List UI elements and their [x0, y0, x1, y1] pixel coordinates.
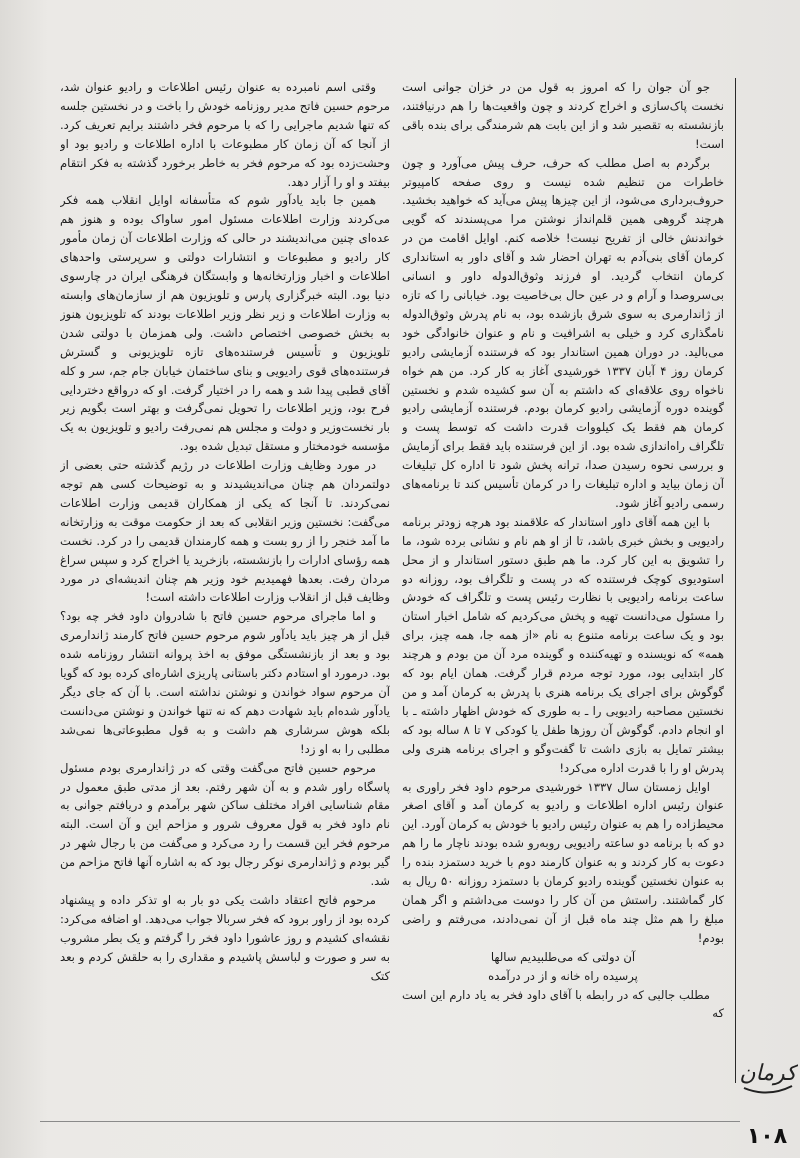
poem-line: آن دولتی که می‌طلبیدیم سالها — [490, 949, 636, 964]
paragraph: با این همه آقای داور استاندار که علاقمند بود هرچه زودتر برنامه رادیویی و بخش خبری باشد، تا از او هم نام و نشانی برده شود، ما را تشویق به این کار کرد. ما هم طبق دستور استاندار و از محل استودیوی کوچک فرستنده که در پست و تلگراف بود، روزانه دو ساعت برنامه رادیویی با نظارت رئیس پست و تلگراف که خودش را مسئول می‌دانست تهیه و پخش می‌کردیم که شامل اخبار استان بود و یک ساعت برنامه متنوع به نام «از همه جا، همه چیز، برای همه» که نویسنده و تهیه‌کننده و گوینده مرد آن من بودم و هرچند کار ابتدایی بود، مورد توجه مردم قرار گرفت. همان ایام بود که گوگوش برای اجرای یک برنامه هنری با پدرش به کرمان آمد و من نخستین مصاحبه رادیویی را ـ به طوری که خودش اظهار داشته ـ با او انجام دادم. گوگوش آن روزها طفل یا کودکی ۷ تا ۸ ساله بود که بیشتر تمایل به بازی داشت تا گفت‌وگو و اجرای برنامه هنری ولی پدرش او را با قدرت اداره می‌کرد! — [402, 514, 724, 775]
paragraph: برگردم به اصل مطلب که حرف، حرف پیش می‌آورد و چون خاطرات من تنظیم شده نیست و روی صفحه کامپیوتر حروف‌برداری می‌شود، از این چیزها پیش می‌آید که خواهید بخشید. هرچند گروهی همین قلم‌انداز نوشتن مرا می‌پسندند که گویی خواندنش خالی از تفریح نیست! خلاصه کنم. اوایل اقامت من در کرمان آقای بنی‌آدم به تهران احضار شد و آقای داور به استانداری کرمان انتخاب گردید. او فرزند وثوق‌الدوله داور و انسانی بی‌سروصدا و آرام و در عین حال بی‌خاصیت بود. خیابانی را که تازه از ژاندارمری به سوی شرق بازشده بود، به نام پدرش وثوق‌الدوله نامگذاری کرد و خیلی به اشرافیت و نام و عنوان خانوادگی خود می‌بالید. در دوران همین استاندار بود که فرستنده آزمایشی رادیو کرمان روز ۴ آبان ۱۳۳۷ خورشیدی آغاز به کار کرد. من هم خواه ناخواه روی علاقه‌ای که داشتم به آن سو کشیده شدم و نخستین گوینده دوره آزمایشی رادیو کرمان بودم. فرستنده آزمایشی رادیو کرمان هم فقط یک کیلووات قدرت داشت که توسط پست و تلگراف راه‌اندازی شده بود. از این فرستنده باید فقط برای آزمایش و بررسی نحوه رسیدن صدا، ترانه پخش شود تا اداره کل تبلیغات آن زمان بیاید و اداره تبلیغات را در کرمان تأسیس کند تا برنامه‌های رسمی رادیو آغاز شود. — [402, 155, 724, 510]
paragraph: مرحوم حسین فاتح می‌گفت وقتی که در ژاندارمری بودم مسئول پاسگاه راور شدم و به آن شهر رفتم. بعد از مدتی طبق معمول در مقام شناسایی افراد مختلف ساکن شهر برآمدم و دریافتم جوانی به نام داود فخر به قول معروف شرور و مزاحم این و آن است. البته مرحوم فخر این قسمت را رد می‌کرد و می‌گفت من با رجال شهر در گیر بودم و ژاندارمری نوکر رجال بود که به اشاره آنها فاتح مزاحم من شد. — [60, 760, 390, 889]
paragraph: مطلب جالبی که در رابطه با آقای داود فخر به یاد دارم این است که — [402, 987, 724, 1021]
footer-rule — [40, 1121, 740, 1122]
paragraph: وقتی اسم نامبرده به عنوان رئیس اطلاعات و رادیو عنوان شد، مرحوم حسین فاتح مدیر روزنامه خودش را باخت و در نخستین جلسه که تنها شدیم ماجرایی را که با مرحوم فخر داشتند برایم تعریف کرد. از آنجا که آن زمان کار مطبوعات با اداره اطلاعات و رادیو بود او وحشت‌زده بود که مرحوم فخر به خاطر برخورد گذشته به فکر انتقام بیفتد و او را آزار دهد. — [60, 80, 390, 189]
paragraph: جو آن جوان را که امروز به قول من در خزان جوانی است نخست پاک‌سازی و اخراج کردند و چون واقعیت‌ها را هم درنیافتند، بازنشسته به تقصیر شد و از این بابت هم شرمندگی برای بنده باقی است! — [402, 80, 724, 151]
paragraph: و اما ماجرای مرحوم حسین فاتح با شادروان داود فخر چه بود؟ قبل از هر چیز باید یادآور شوم مرحوم حسین فاتح کارمند ژاندارمری بود و بعد از بازنشستگی موفق به اخذ پروانه انتشار روزنامه شده بود. درمورد او استادم دکتر باستانی پاریزی اشاره‌ای کرده بود که گویا آن مرحوم سواد خواندن و نوشتن نداشته است. با آن که جای دیگر یادآور شده‌ام باید شهادت دهم که نه تنها خواندن و نوشتن می‌دانست بلکه هوش سرشاری هم داشت و به قول مطبوعاتی‌ها نمی‌شد مطلبی را به او زد! — [60, 609, 390, 756]
right-text-column — [402, 78, 724, 1138]
magazine-logo — [738, 1040, 798, 1104]
margin-rule — [735, 78, 736, 1083]
paragraph: مرحوم فاتح اعتقاد داشت یکی دو بار به او تذکر داده و پیشنهاد کرده بود از راور برود که فخر سربالا جواب می‌دهد. او اضافه می‌کرد: نقشه‌ای کشیدم و روز عاشورا داود فخر را گرفتم و یک بطر مشروب به سر و صورت و لباسش پاشیدم و مقداری را به حلقش کردم و بعد کتک — [60, 892, 390, 983]
page-number: ۱۰۸ — [746, 1124, 788, 1149]
poem-line: پرسیده راه خانه و از در درآمده — [488, 968, 638, 983]
left-text-column — [60, 78, 390, 1138]
paragraph: در مورد وظایف وزارت اطلاعات در رژیم گذشته حتی بعضی از دولتمردان هم چنان می‌اندیشیدند و به توضیحات کسی هم توجه نمی‌کردند. تا آنجا که یکی از همکاران قدیمی وزارت اطلاعات می‌گفت: نخستین وزیر انقلابی که بعد از حکومت موقت به وزارتخانه ما آمد خنجر را از رو بست و همه کارمندان قدیمی را در کرد. نخست همه رؤسای ادارات را بازنشسته، بازخرید یا اخراج کرد و سپس سراغ مردان رفت. بعدها فهمیدیم خود وزیر هم چنان اندیشه‌ای در مورد وظایف قبل از انقلاب وزارت اطلاعات داشته است! — [60, 458, 390, 605]
logo-text: کرمان — [739, 1061, 797, 1086]
paragraph: اوایل زمستان سال ۱۳۳۷ خورشیدی مرحوم داود فخر راوری به عنوان رئیس اداره اطلاعات و رادیو به کرمان آمد و آقای اصغر محیط‌زاده را هم به عنوان رئیس رادیو با خودش به کرمان آورد. این دو که با برنامه دو ساعته رادیویی روبه‌رو شده بودند ناچار ما را هم دعوت به کار کردند و به عنوان کارمند دوم با خرید دستمزد بنده را به عنوان نخستین گوینده رادیو کرمان با دستمزد روزانه ۵۰ ریال به کار گماشتند. راستش من آن کار را دوست می‌داشتم و اگر همان مبلغ را هم مثل چند ماه قبل از آن نمی‌دادند، می‌رفتم و راضی بودم! — [402, 779, 724, 945]
paragraph: همین جا باید یادآور شوم که متأسفانه اوایل انقلاب همه فکر می‌کردند وزارت اطلاعات مسئول امور ساواک بوده و هنوز هم عده‌ای چنین می‌اندیشند در حالی که وزارت اطلاعات آن زمان مأمور کار رادیو و مطبوعات و انتشارات دولتی و سرپرستی واحدهای اطلاعات و اخبار وزارتخانه‌ها و وابستگان فرهنگی ایران در چارسوی دنیا بود. البته خبرگزاری پارس و تلویزیون هم از سازمان‌های وابسته به وزارت اطلاعات و زیر نظر وزیر اطلاعات بودند که تلویزیون هنوز به بخش خصوصی اختصاص داشت. ولی همزمان با دولتی شدن تلویزیون و تأسیس فرستنده‌های تازه تلویزیونی و گسترش فرستنده‌های قوی رادیویی و بنای ساختمان خیابان جام جم، سر و کله آقای قطبی پیدا شد و همه را در اختیار گرفت. او که درواقع دختردایی فرح بود، وزیر اطلاعات را تحویل نمی‌گرفت و بهتر است بگویم زیر بار نخست‌وزیر و دولت و مجلس هم نمی‌رفت رادیو و تلویزیون به یک مؤسسه خودمختار و مستقل تبدیل شده بود. — [60, 193, 390, 454]
